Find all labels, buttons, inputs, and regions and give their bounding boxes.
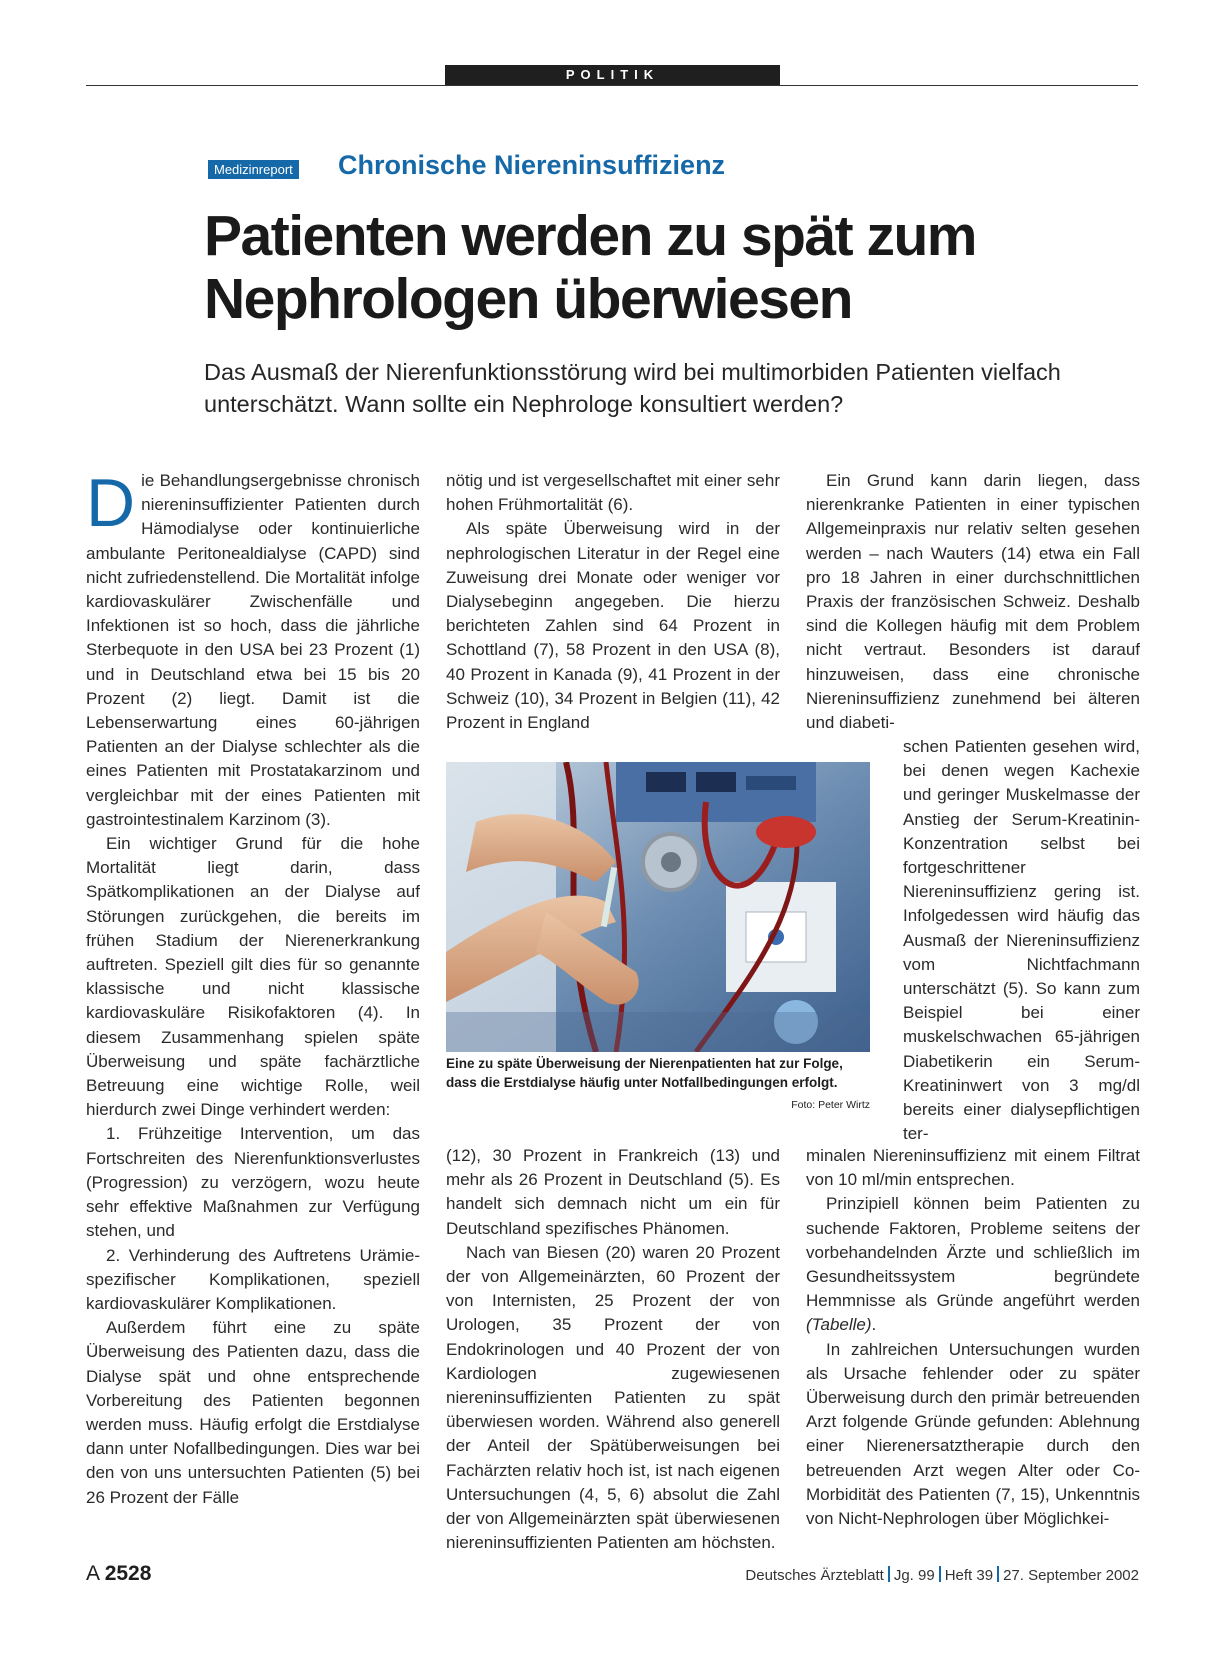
column-2-top: [446, 469, 780, 735]
column-1: [86, 469, 420, 1557]
journal-name: Deutsches Ärzteblatt: [745, 1567, 884, 1584]
paragraph: nötig und ist vergesellschaftet mit einer sehr hohen Frühmortalität (6).: [446, 471, 780, 515]
dialysis-photo: [446, 762, 870, 1052]
journal-footer: [745, 1566, 1139, 1584]
footer-separator: [888, 1566, 890, 1582]
category-badge: Medizinreport: [208, 160, 299, 179]
table-reference[interactable]: (Tabelle): [806, 1315, 872, 1335]
paragraph: Nach van Biesen (20) waren 20 Prozent der von Allgemeinärzten, 60 Prozent der von Internisten, 25 Prozent der von Urologen, 35 Prozent der von Endokrinologen und 40 Prozent der von Kardiologen zugewiesenen niereninsuffizienten Patienten zu spät überwiesen worden. Während also generell der Anteil der Spätüberweisungen bei Fachärzten relativ hoch ist, ist nach eigenen Untersuchungen (4, 5, 6) absolut die Zahl der von Allgemeinärzten spät überwiesenen niereninsuffizienten Patienten am höchsten.: [446, 1242, 780, 1553]
photo-credit: Foto: Peter Wirtz: [791, 1099, 870, 1111]
column-3-top: [806, 469, 1140, 735]
journal-volume: Jg. 99: [893, 1567, 935, 1584]
column-3-middle: [903, 735, 1140, 1146]
column-2-bottom: [446, 1144, 780, 1555]
journal-issue: Heft 39: [944, 1567, 994, 1584]
paragraph: In zahlreichen Untersuchungen wurden als Ursache fehlender oder zu später Überweisung durch den primär betreuenden Arzt folgende Gründe gefunden: Ablehnung einer Nierenersatztherapie durch den betreuenden Arzt wegen Alter oder Co-Morbidität des Patienten (7, 15), Unkenntnis von Nicht-Nephrologen über Möglichkei-: [806, 1339, 1140, 1529]
paragraph: Ein Grund kann darin liegen, dass nierenkranke Patienten in einer typischen Allgemeinpraxis nur relativ selten gesehen werden – nach Wauters (14) etwa ein Fall pro 18 Jahren in einer durchschnittlichen Praxis der französischen Schweiz. Deshalb sind die Kollegen häufig mit dem Problem nicht vertraut. Besonders ist darauf hinzuweisen, dass eine chronische Niereninsuffizienz zunehmend bei älteren und diabeti-: [806, 471, 1140, 733]
paragraph: [806, 1192, 1140, 1337]
paragraph: Ein wichtiger Grund für die hohe Mortalität liegt darin, dass Spätkomplikationen an der Dialyse auf Störungen zurückgehen, die bereits im frühen Stadium der Nierenerkrankung auftreten. Speziell gilt dies für so genannte klassische und nicht klassische kardiovaskuläre Risikofaktoren (4). In diesem Zusammenhang spielen späte Überweisung und späte fachärztliche Betreuung eine wichtige Rolle, weil hierdurch zwei Dinge verhindert werden:: [86, 834, 420, 1120]
caption-text: Eine zu späte Überweisung der Nierenpatienten hat zur Folge, dass die Erstdialyse häufig unter Notfallbedingungen erfolgt.: [446, 1056, 843, 1090]
paragraph-text: Prinzipiell können beim Patienten zu suchende Faktoren, Probleme seitens der vorbehandelnden Ärzte und schließlich im Gesundheitssystem begründete Hemmnisse als Gründe angeführt werden: [806, 1194, 1140, 1311]
paragraph: minalen Niereninsuffizienz mit einem Filtrat von 10 ml/min entsprechen.: [806, 1146, 1140, 1190]
article-kicker: Chronische Niereninsuffizienz: [338, 150, 726, 180]
figure-caption: [446, 1055, 870, 1115]
drop-cap: D: [86, 469, 136, 541]
paragraph: Als späte Überweisung wird in der nephrologischen Literatur in der Regel eine Zuweisung drei Monate oder weniger vor Dialysebeginn angegeben. Die hierzu berichteten Zahlen sind 64 Prozent in Schottland (7), 58 Prozent in den USA (8), 40 Prozent in Kanada (9), 41 Prozent in der Schweiz (10), 34 Prozent in Belgien (11), 42 Prozent in England: [446, 519, 780, 733]
paragraph: ie Behandlungsergebnisse chronisch niereninsuffizienter Patienten durch Hämodialyse oder kontinuierliche ambulante Peritonealdialyse (CAPD) sind nicht zufriedenstellend. Die Mortalität infolge kardiovaskulärer Zwischenfälle und Infektionen ist so hoch, dass die jährliche Sterbequote in den USA bei 23 Prozent (1) und in Deutschland etwa bei 15 bis 20 Prozent (2) liegt. Damit ist die Lebenserwartung eines 60-jährigen Patienten an der Dialyse schlechter als die eines Patienten mit Prostatakarzinom und vergleichbar mit der eines Patienten mit gastrointestinalem Karzinom (3).: [86, 471, 420, 829]
footer-separator: [939, 1566, 941, 1582]
article-title: Patienten werden zu spät zum Nephrologen überwiesen: [204, 204, 976, 331]
page-value: 2528: [104, 1562, 152, 1585]
list-item: 2. Verhinderung des Auftretens Urämie-spezifischer Komplikationen, speziell kardiovaskulärer Komplikationen.: [86, 1245, 420, 1313]
footer-separator: [997, 1566, 999, 1582]
column-3-bottom: [806, 1144, 1140, 1531]
list-item: 1. Frühzeitige Intervention, um das Fortschreiten des Nierenfunktionsverlustes (Progression) zu verzögern, wozu heute sehr effektive Maßnahmen zur Verfügung stehen, und: [86, 1124, 420, 1241]
paragraph: Außerdem führt eine zu späte Überweisung des Patienten dazu, dass die Dialyse spät und ohne entsprechende Vorbereitung des Patienten begonnen werden muss. Häufig erfolgt die Erstdialyse dann unter Nofallbedingungen. Dies war bei den von uns untersuchten Patienten (5) bei 26 Prozent der Fälle: [86, 1318, 420, 1507]
section-label: POLITIK: [445, 65, 780, 85]
paragraph-text: .: [871, 1315, 877, 1335]
paragraph: schen Patienten gesehen wird, bei denen wegen Kachexie und geringer Muskelmasse der Anstieg der Serum-Kreatinin-Konzentration selbst bei fortgeschrittener Niereninsuffizienz gering ist. Infolgedessen wird häufig das Ausmaß der Niereninsuffizienz vom Nichtfachmann unterschätzt (5). So kann zum Beispiel bei einer muskelschwachen 65-jährigen Diabetikerin ein Serum-Kreatininwert von 3 mg/dl bereits einer dialysepflichtigen ter-: [903, 737, 1140, 1144]
page-number: [86, 1562, 151, 1586]
paragraph: (12), 30 Prozent in Frankreich (13) und mehr als 26 Prozent in Deutschland (5). Es handelt sich demnach nicht um ein für Deutschland spezifisches Phänomen.: [446, 1146, 780, 1238]
article-lede: Das Ausmaß der Nierenfunktionsstörung wird bei multimorbiden Patienten vielfach unterschätzt. Wann sollte ein Nephrologe konsultiert werden?: [204, 359, 1061, 417]
journal-date: 27. September 2002: [1003, 1567, 1139, 1584]
header-rule: [86, 85, 1138, 86]
page-prefix: A: [86, 1562, 99, 1585]
